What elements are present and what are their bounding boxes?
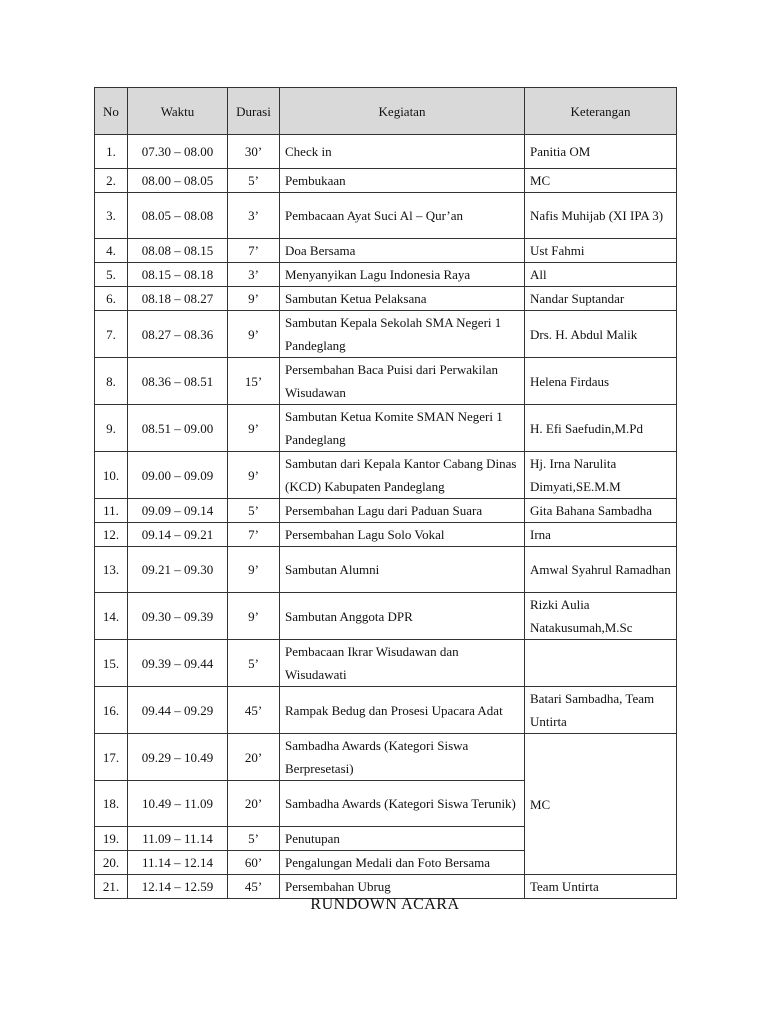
cell-durasi: 3’ (228, 263, 280, 287)
cell-keterangan: Amwal Syahrul Ramadhan (525, 547, 677, 593)
cell-durasi: 7’ (228, 523, 280, 547)
cell-keterangan: Hj. Irna Narulita Dimyati,SE.M.M (525, 452, 677, 499)
header-durasi: Durasi (228, 88, 280, 135)
header-keterangan: Keterangan (525, 88, 677, 135)
cell-no: 4. (95, 239, 128, 263)
table-row (95, 193, 677, 239)
cell-durasi: 9’ (228, 311, 280, 358)
header-no: No (95, 88, 128, 135)
cell-no: 18. (95, 781, 128, 827)
cell-waktu: 08.36 – 08.51 (128, 358, 228, 405)
cell-durasi: 5’ (228, 169, 280, 193)
cell-keterangan (525, 640, 677, 687)
table-row (95, 687, 677, 734)
cell-durasi: 9’ (228, 547, 280, 593)
cell-durasi: 9’ (228, 405, 280, 452)
table-row (95, 499, 677, 523)
cell-waktu: 09.09 – 09.14 (128, 499, 228, 523)
cell-durasi: 15’ (228, 358, 280, 405)
cell-keterangan: Helena Firdaus (525, 358, 677, 405)
table-body (95, 135, 677, 899)
cell-waktu: 09.39 – 09.44 (128, 640, 228, 687)
cell-keterangan: Rizki Aulia Natakusumah,M.Sc (525, 593, 677, 640)
cell-durasi: 9’ (228, 287, 280, 311)
cell-durasi: 20’ (228, 781, 280, 827)
cell-kegiatan: Check in (280, 135, 525, 169)
cell-no: 15. (95, 640, 128, 687)
cell-kegiatan: Pembacaan Ikrar Wisudawan dan Wisudawati (280, 640, 525, 687)
table-row (95, 169, 677, 193)
cell-no: 21. (95, 875, 128, 899)
rundown-table (94, 87, 677, 899)
cell-waktu: 08.00 – 08.05 (128, 169, 228, 193)
cell-durasi: 9’ (228, 452, 280, 499)
header-kegiatan: Kegiatan (280, 88, 525, 135)
cell-keterangan-merged: MC (525, 734, 677, 875)
cell-waktu: 11.14 – 12.14 (128, 851, 228, 875)
cell-waktu: 08.27 – 08.36 (128, 311, 228, 358)
cell-no: 2. (95, 169, 128, 193)
cell-waktu: 08.18 – 08.27 (128, 287, 228, 311)
table-row (95, 405, 677, 452)
cell-keterangan: Panitia OM (525, 135, 677, 169)
cell-durasi: 60’ (228, 851, 280, 875)
cell-durasi: 5’ (228, 499, 280, 523)
cell-keterangan: Nandar Suptandar (525, 287, 677, 311)
cell-waktu: 08.51 – 09.00 (128, 405, 228, 452)
table-row (95, 875, 677, 899)
cell-kegiatan: Sambutan Alumni (280, 547, 525, 593)
cell-durasi: 7’ (228, 239, 280, 263)
cell-keterangan: All (525, 263, 677, 287)
cell-kegiatan: Penutupan (280, 827, 525, 851)
table-header (95, 88, 677, 135)
cell-durasi: 3’ (228, 193, 280, 239)
cell-durasi: 45’ (228, 875, 280, 899)
cell-kegiatan: Persembahan Lagu Solo Vokal (280, 523, 525, 547)
cell-kegiatan: Sambadha Awards (Kategori Siswa Terunik) (280, 781, 525, 827)
cell-keterangan: Team Untirta (525, 875, 677, 899)
cell-no: 6. (95, 287, 128, 311)
cell-waktu: 09.30 – 09.39 (128, 593, 228, 640)
cell-no: 19. (95, 827, 128, 851)
cell-keterangan: Drs. H. Abdul Malik (525, 311, 677, 358)
cell-keterangan: H. Efi Saefudin,M.Pd (525, 405, 677, 452)
cell-kegiatan: Rampak Bedug dan Prosesi Upacara Adat (280, 687, 525, 734)
cell-no: 9. (95, 405, 128, 452)
cell-kegiatan: Menyanyikan Lagu Indonesia Raya (280, 263, 525, 287)
cell-waktu: 09.29 – 10.49 (128, 734, 228, 781)
table-row (95, 135, 677, 169)
cell-waktu: 08.05 – 08.08 (128, 193, 228, 239)
table-row (95, 547, 677, 593)
table-row (95, 239, 677, 263)
table-row (95, 523, 677, 547)
cell-durasi: 9’ (228, 593, 280, 640)
table-row (95, 311, 677, 358)
cell-waktu: 11.09 – 11.14 (128, 827, 228, 851)
cell-kegiatan: Pengalungan Medali dan Foto Bersama (280, 851, 525, 875)
cell-kegiatan: Sambutan dari Kepala Kantor Cabang Dinas (KCD) Kabupaten Pandeglang (280, 452, 525, 499)
cell-waktu: 09.21 – 09.30 (128, 547, 228, 593)
cell-no: 16. (95, 687, 128, 734)
cell-kegiatan: Persembahan Baca Puisi dari Perwakilan Wisudawan (280, 358, 525, 405)
cell-kegiatan: Sambutan Anggota DPR (280, 593, 525, 640)
table-row (95, 287, 677, 311)
cell-no: 8. (95, 358, 128, 405)
cell-waktu: 09.44 – 09.29 (128, 687, 228, 734)
cell-keterangan: Nafis Muhijab (XI IPA 3) (525, 193, 677, 239)
cell-no: 7. (95, 311, 128, 358)
cell-kegiatan: Pembacaan Ayat Suci Al – Qur’an (280, 193, 525, 239)
cell-no: 11. (95, 499, 128, 523)
cell-waktu: 08.15 – 08.18 (128, 263, 228, 287)
header-waktu: Waktu (128, 88, 228, 135)
table-row (95, 640, 677, 687)
cell-no: 20. (95, 851, 128, 875)
cell-keterangan: Irna (525, 523, 677, 547)
cell-no: 10. (95, 452, 128, 499)
cell-durasi: 5’ (228, 640, 280, 687)
cell-durasi: 30’ (228, 135, 280, 169)
cell-keterangan: Ust Fahmi (525, 239, 677, 263)
table-row (95, 263, 677, 287)
table-caption: RUNDOWN ACARA (310, 896, 460, 913)
cell-durasi: 20’ (228, 734, 280, 781)
cell-waktu: 09.00 – 09.09 (128, 452, 228, 499)
cell-no: 1. (95, 135, 128, 169)
cell-waktu: 09.14 – 09.21 (128, 523, 228, 547)
header-row (95, 88, 677, 135)
cell-no: 13. (95, 547, 128, 593)
cell-kegiatan: Doa Bersama (280, 239, 525, 263)
cell-no: 3. (95, 193, 128, 239)
cell-no: 5. (95, 263, 128, 287)
cell-no: 14. (95, 593, 128, 640)
cell-durasi: 5’ (228, 827, 280, 851)
cell-kegiatan: Sambutan Ketua Pelaksana (280, 287, 525, 311)
cell-kegiatan: Persembahan Ubrug (280, 875, 525, 899)
cell-kegiatan: Sambadha Awards (Kategori Siswa Berpresetasi) (280, 734, 525, 781)
cell-kegiatan: Sambutan Ketua Komite SMAN Negeri 1 Pandeglang (280, 405, 525, 452)
cell-keterangan: Batari Sambadha, Team Untirta (525, 687, 677, 734)
cell-kegiatan: Sambutan Kepala Sekolah SMA Negeri 1 Pandeglang (280, 311, 525, 358)
cell-keterangan: MC (525, 169, 677, 193)
table-row (95, 734, 677, 781)
cell-waktu: 10.49 – 11.09 (128, 781, 228, 827)
table-row (95, 452, 677, 499)
cell-waktu: 08.08 – 08.15 (128, 239, 228, 263)
cell-kegiatan: Persembahan Lagu dari Paduan Suara (280, 499, 525, 523)
cell-keterangan: Gita Bahana Sambadha (525, 499, 677, 523)
cell-durasi: 45’ (228, 687, 280, 734)
cell-waktu: 12.14 – 12.59 (128, 875, 228, 899)
cell-no: 12. (95, 523, 128, 547)
cell-no: 17. (95, 734, 128, 781)
cell-kegiatan: Pembukaan (280, 169, 525, 193)
table-row (95, 593, 677, 640)
cell-waktu: 07.30 – 08.00 (128, 135, 228, 169)
table-row (95, 358, 677, 405)
